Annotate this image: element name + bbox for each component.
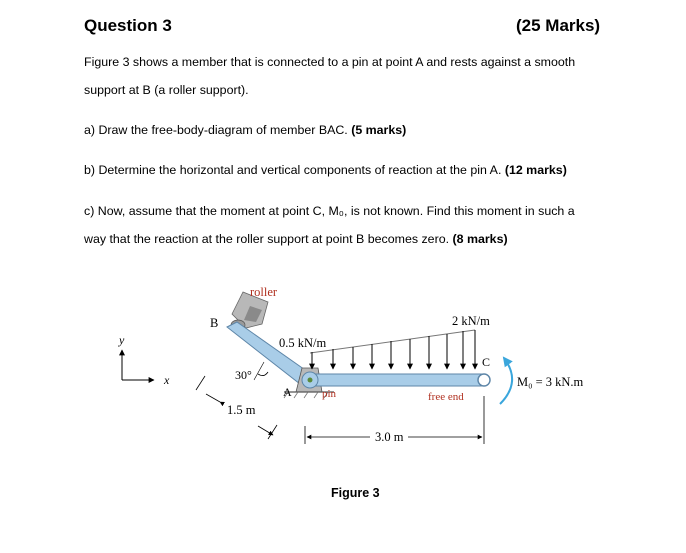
roller-label: roller [250,285,278,299]
member-ac [305,374,485,386]
point-c-end [478,374,490,386]
part-c-line-1: c) Now, assume that the moment at point C, M₀, is not known. Find this moment in such a [84,204,575,218]
question-marks: (25 Marks) [516,16,601,35]
distributed-load [310,330,475,369]
label-c: C [482,355,491,369]
part-a-text: a) Draw the free-body-diagram of member BAC. [84,123,352,137]
angle-reference-line [254,362,264,380]
moment-arrow [500,358,512,404]
pin-label: pin [322,388,337,400]
part-b-text: b) Determine the horizontal and vertical components of reaction at the pin A. [84,163,505,177]
pin-bolt [308,378,313,383]
part-c-line-2: way that the reaction at the roller support at point B becomes zero. [84,232,453,246]
dim-bottom-label: 3.0 m [375,430,404,444]
intro-line-1: Figure 3 shows a member that is connected to a pin at point A and rests against a smooth [84,55,576,69]
figure-caption: Figure 3 [331,486,380,500]
load-envelope-line [310,330,475,353]
question-title: Question 3 [84,16,172,35]
load-left-label: 0.5 kN/m [279,336,327,350]
coordinate-axes [118,333,170,387]
label-b: B [210,316,219,330]
angle-label: 30° [235,368,252,382]
part-c-marks: (8 marks) [452,232,508,246]
free-end-label: free end [428,391,464,403]
axis-y-label: y [119,333,125,347]
label-a: A [283,385,292,399]
load-right-label: 2 kN/m [452,314,490,328]
moment-label: M₀ = 3 kN.m [517,375,584,389]
axis-x-label: x [164,373,170,387]
part-a-marks: (5 marks) [351,123,407,137]
intro-line-2: support at B (a roller support). [84,83,249,97]
dim-left-label: 1.5 m [227,403,256,417]
angle-arc [258,372,268,376]
part-b-marks: (12 marks) [504,163,567,177]
